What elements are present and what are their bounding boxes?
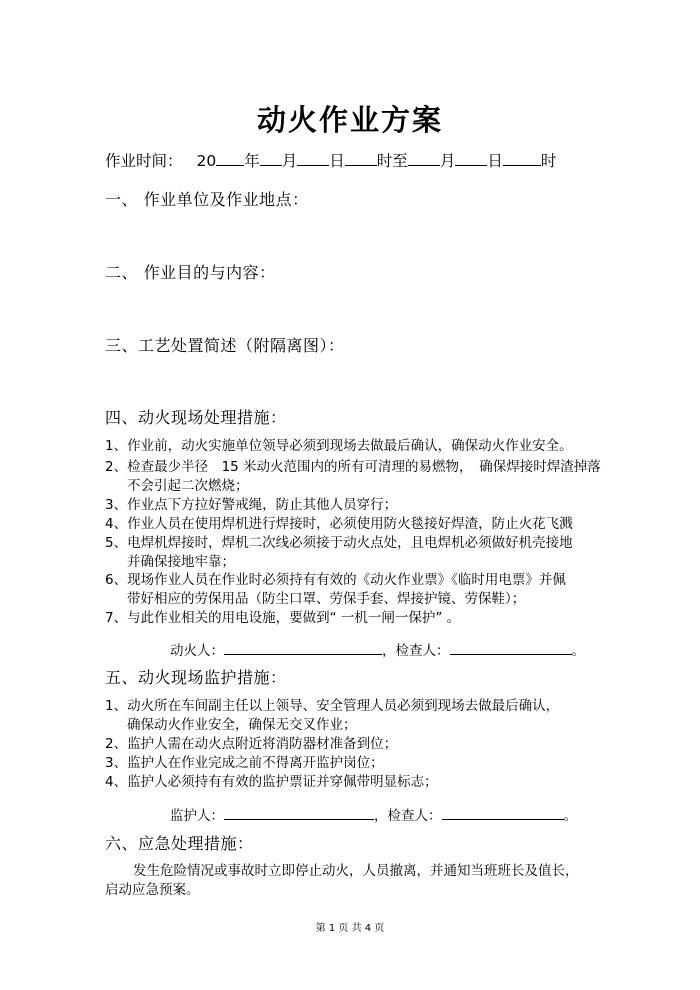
measure-item-continued: 不会引起二次燃烧； bbox=[127, 478, 249, 494]
inspector-blank-1 bbox=[450, 642, 572, 655]
measure-item: 2、检查最少半径 15 米动火范围内的所有可清理的易燃物， 确保焊接时焊渣掉落 bbox=[105, 459, 601, 475]
month-label: 月 bbox=[281, 152, 298, 170]
day2-blank bbox=[455, 151, 487, 166]
measure-item: 1、作业前，动火实施单位领导必须到现场去做最后确认，确保动火作业安全。 bbox=[105, 438, 573, 454]
section-heading-2: 二、 作业目的与内容： bbox=[105, 263, 276, 282]
year-blank bbox=[216, 151, 244, 166]
section-heading-1: 一、 作业单位及作业地点： bbox=[105, 190, 309, 209]
page-footer: 第 1 页 共 4 页 bbox=[315, 923, 385, 934]
signature-line-1 bbox=[170, 639, 585, 659]
monitor-item: 2、监护人需在动火点附近将消防器材准备到位； bbox=[105, 736, 398, 752]
section-heading-6: 六、应急处理措施： bbox=[105, 834, 254, 853]
inspector-label-1: ，检查人： bbox=[382, 643, 450, 659]
sign2-end: 。 bbox=[563, 808, 577, 824]
work-time-line bbox=[105, 149, 556, 171]
month2-blank bbox=[408, 151, 440, 166]
hour-label: 时 bbox=[540, 152, 557, 170]
measure-item-continued: 并确保接地牢靠； bbox=[127, 554, 235, 570]
monitor-person-label: 监护人： bbox=[170, 808, 224, 824]
hour-blank bbox=[345, 151, 377, 166]
hour2-blank bbox=[503, 151, 541, 166]
measure-item: 7、与此作业相关的用电设施，要做到“ 一机一闸一保护” 。 bbox=[105, 610, 461, 626]
section-heading-5: 五、动火现场监护措施： bbox=[105, 668, 287, 687]
inspector-blank-2 bbox=[442, 807, 564, 820]
day2-label: 日 bbox=[487, 152, 503, 170]
monitor-item-continued: 确保动火作业安全，确保无交叉作业； bbox=[127, 717, 357, 733]
emergency-paragraph-line: 发生危险情况或事故时立即停止动火，人员撤离，并通知当班班长及值长， bbox=[133, 863, 579, 879]
fire-operator-label: 动火人： bbox=[170, 643, 224, 659]
sign1-end: 。 bbox=[571, 643, 585, 659]
page-title: 动火作业方案 bbox=[256, 103, 443, 137]
measure-item: 5、电焊机焊接时，焊机二次线必须接于动火点处，且电焊机必须做好机壳接地 bbox=[105, 535, 573, 551]
section-heading-3: 三、工艺处置简述（附隔离图）： bbox=[105, 336, 345, 355]
signature-line-2 bbox=[170, 804, 577, 824]
monitor-item: 3、监护人在作业完成之前不得离开监护岗位； bbox=[105, 755, 384, 771]
year-label: 年 bbox=[244, 152, 260, 170]
day-blank bbox=[297, 151, 329, 166]
emergency-paragraph-line: 启动应急预案。 bbox=[105, 882, 200, 898]
work-time-label: 作业时间： bbox=[105, 152, 183, 170]
measure-item-continued: 带好相应的劳保用品（防尘口罩、劳保手套、焊接护镜、劳保鞋）； bbox=[127, 591, 526, 607]
section-heading-4: 四、动火现场处理措施： bbox=[105, 408, 287, 427]
monitor-person-blank bbox=[224, 807, 374, 820]
monitor-item: 4、监护人必须持有有效的监护票证并穿佩带明显标志； bbox=[105, 774, 438, 790]
day-label: 日 bbox=[329, 152, 345, 170]
measure-item: 6、现场作业人员在作业时必须持有有效的《动火作业票》《临时用电票》并佩 bbox=[105, 572, 566, 588]
inspector-label-2: ，检查人： bbox=[374, 808, 442, 824]
hour-to-label: 时至 bbox=[376, 152, 408, 170]
year-prefix: 20 bbox=[196, 152, 217, 170]
month2-label: 月 bbox=[439, 152, 456, 170]
fire-operator-blank bbox=[224, 642, 382, 655]
measure-item: 3、作业点下方拉好警戒绳，防止其他人员穿行； bbox=[105, 497, 398, 513]
measure-item: 4、作业人员在使用焊机进行焊接时，必须使用防火毯接好焊渣，防止火花飞溅 bbox=[105, 516, 573, 532]
monitor-item: 1、动火所在车间副主任以上领导、安全管理人员必须到现场去做最后确认， bbox=[105, 698, 560, 714]
month-blank bbox=[260, 151, 282, 166]
